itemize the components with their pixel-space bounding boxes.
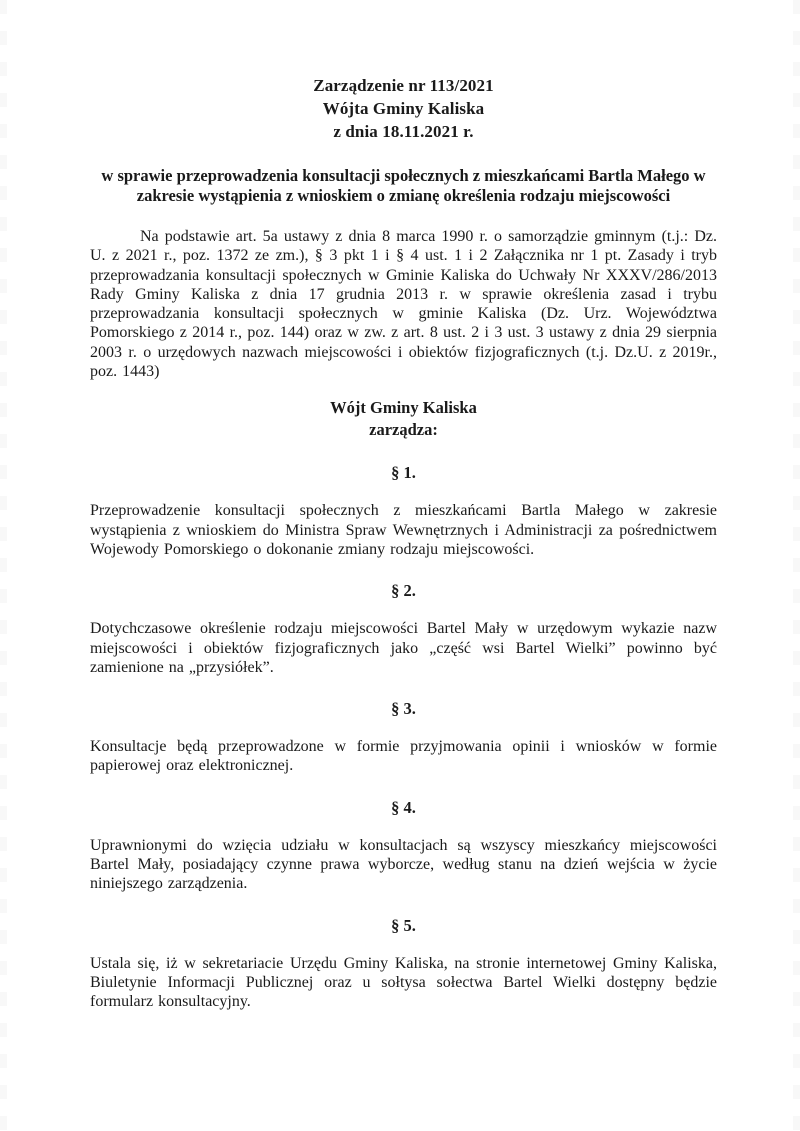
section-3-body: Konsultacje będą przeprowadzone w formie przyjmowania opinii i wniosków w formie papierowej oraz elektronicznej. [90,738,717,775]
section-2-heading: § 2. [391,581,416,601]
section-5-heading: § 5. [391,915,416,935]
section-2-body: Dotychczasowe określenie rodzaju miejscowości Bartel Mały w urzędowym wykazie nazw miejscowości i obiektów fizjograficznych jako „część wsi Bartel Wielki” powinno być zamienione na „przysiółek”. [90,620,717,676]
legal-basis-preamble: Na podstawie art. 5a ustawy z dnia 8 marca 1990 r. o samorządzie gminnym (t.j.: Dz. U. z 2021 r., poz. 1372 ze zm.), § 3 pkt 1 i § 4 ust. 1 i 2 Załącznika nr 1 pt. Zasady i tryb przeprowadzania konsultacji społecznych w Gminie Kaliska do Uchwały Nr XXXV/286/2013 Rady Gminy Kaliska z dnia 17 grudnia 2013 r. w sprawie określenia zasad i trybu przeprowadzania konsultacji społecznych w gminie Kaliska (Dz. Urz. Województwa Pomorskiego z 2014 r., poz. 144) oraz w zw. z art. 8 ust. 2 i 3 ust. 3 ustawy z dnia 29 sierpnia 2003 r. o urzędowych nazwach miejscowości i obiektów fizjograficznych (t.j. Dz.U. z 2019r., poz. 1443) [90,228,717,381]
section-4 [90,798,717,894]
section-4-body: Uprawnionymi do wzięcia udziału w konsultacjach są wszyscy mieszkańcy miejscowości Bartel Mały, posiadający czynne prawa wyborcze, według stanu na dzień wejścia w życie niniejszego zarządzenia. [90,836,717,893]
ordinance-title-block [90,74,717,143]
authority-block [90,397,717,441]
ordinance-date: z dnia 18.11.2021 r. [333,122,474,141]
ordinance-issuer: Wójta Gminy Kaliska [322,99,485,118]
section-1-body: Przeprowadzenie konsultacji społecznych z mieszkańcami Bartla Małego w zakresie wystąpienia z wnioskiem do Ministra Spraw Wewnętrznych i Administracji za pośrednictwem Wojewody Pomorskiego o dokonanie zmiany rodzaju miejscowości. [90,502,717,558]
scan-artifact-right-edge [793,0,800,1131]
section-1-heading: § 1. [391,463,416,483]
section-5-body: Ustala się, iż w sekretariacie Urzędu Gminy Kaliska, na stronie internetowej Gminy Kaliska, Biuletynie Informacji Publicznej oraz u sołtysa sołectwa Bartel Wielki dostępny będzie formularz konsultacyjny. [90,954,717,1011]
section-2 [90,581,717,677]
section-1 [90,463,717,559]
ordinance-number: Zarządzenie nr 113/2021 [313,76,494,95]
section-3 [90,699,717,776]
authority-verb: zarządza: [369,420,438,440]
section-3-heading: § 3. [391,699,416,719]
scan-artifact-left-edge [0,0,7,1131]
ordinance-subject: w sprawie przeprowadzenia konsultacji społecznych z mieszkańcami Bartla Małego w zakresie wystąpienia z wnioskiem o zmianę określenia rodzaju miejscowości [101,166,706,205]
authority-name: Wójt Gminy Kaliska [330,398,477,418]
section-5 [90,916,717,1012]
section-4-heading: § 4. [391,797,416,817]
